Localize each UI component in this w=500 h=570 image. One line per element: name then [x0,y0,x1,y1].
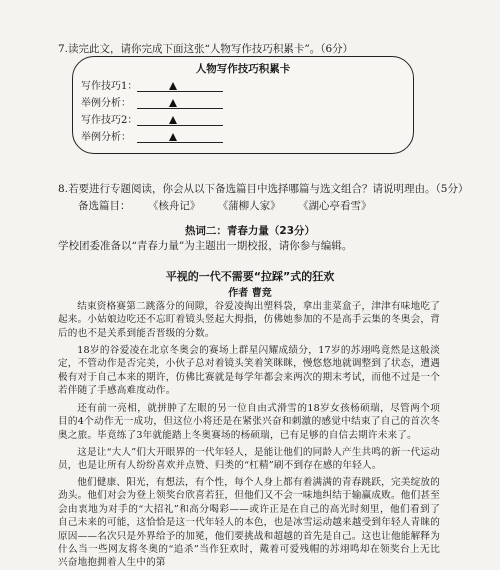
answer-line[interactable] [137,99,223,109]
candidate-option: 《核舟记》 [147,200,201,212]
candidate-option: 《蒲柳人家》 [217,200,281,212]
triangle-marker-icon [169,82,177,90]
article-paragraph: 18岁的谷爱凌在北京冬奥会的赛场上群星闪耀成绩分，17岁的苏翊鸣竟然是这般淡定，不管动作是否完美，小伙子总对着镜头笑着笑眯眯，慢悠悠地就调整到了状态，遭遇极有对于自己本来的期许，仿佛比赛就是每学年都会来两次的期末考试，而他不过是一个若伴随了手感高难度动作。 [58,345,440,397]
card-row-technique-1 [81,81,137,93]
answer-line[interactable] [137,82,223,92]
card-row-example-2 [81,132,131,144]
section-intro: 学校团委准备以“青春力量”为主题出一期校报，请你参与编辑。 [58,240,353,252]
question-8: 8.若要进行专题阅读，你会从以下备选篇目中选择哪篇与选文组合？请说明理由。（5分） [58,183,469,195]
candidate-label: 备选篇目： [78,200,131,212]
article-paragraph: 结束资格赛第二跳落分的间隙，谷爱凌掏出塑料袋，拿出韭菜盒子，津津有味地吃了起来。小姑娘边吃还不忘盯着镜头竖起大拇指，仿佛她参加的不是高手云集的冬奥会，背后的也不是关系到能否晋级的分数。 [58,301,440,339]
section-heading: 热词二：青春力量（23分） [184,225,316,237]
triangle-marker-icon [169,133,177,141]
writing-technique-card [72,56,414,154]
candidate-option: 《湖心亭看雪》 [298,200,372,212]
article-author: 作者 曹竞 [228,288,272,299]
answer-line[interactable] [137,133,223,143]
card-title: 人物写作技巧积累卡 [195,63,291,75]
card-row-label: 举例分析： [81,98,131,109]
card-row-label: 写作技巧1： [81,81,138,92]
card-row-example-1 [81,98,131,110]
card-row-technique-2 [81,115,137,127]
article-paragraph: 还有前一亮相，就拼肿了左眼的另一位自由式滑雪的18岁女孩杨硕瑞，尽管两个项目的4个动作无一成功，但这位小将还是在紧张兴奋和刺激的感觉中结束了自己的首次冬奥之旅。毕竟练了3年就能踏上冬奥赛场的杨硕瑞，已有足够的自信去期许未来了。 [58,403,440,441]
answer-line[interactable] [137,116,223,126]
triangle-marker-icon [169,116,177,124]
article-title: 平视的一代不需要“拉踩”式的狂欢 [165,270,335,283]
candidate-texts [78,198,386,213]
card-row-label: 写作技巧2： [81,115,138,126]
article-paragraph: 这是让“大人”们大开眼界的一代年轻人，是能让他们的同龄人产生共鸣的新一代运动员，也是让所有人纷纷喜欢并点赞、归类的“杠精”刷不到存在感的年轻人。 [58,447,440,472]
article-paragraph: 他们健康、阳光，有想法，有个性，每个人身上都有着满满的青春跳跃，完美绽放的劲头。他们对会为登上领奖台欣喜若狂，但他们又不会一味地纠结于输赢成败。他们甚至会由衷地为对手的“大招礼”和高分喝彩——或许正是在自己的高光时刻里，他们看到了自己未来的可能，这恰恰是这一代年轻人的本色，也是冰雪运动越来越受到年轻人青睐的原因——名次只是外界给予的加冕，他们要挑战和超越的首先是自己。这也让他能解释为什么当一些网友将冬奥的“追杀”当作狂欢时，戴着可爱残帽的苏翊鸣却在领奖台上无比兴奋地抱拥着人生中的第 [58,477,440,569]
triangle-marker-icon [169,99,177,107]
card-row-label: 举例分析： [81,132,131,143]
question-7: 7.读完此文，请你完成下面这张“人物写作技巧积累卡”。（6分） [58,43,354,55]
